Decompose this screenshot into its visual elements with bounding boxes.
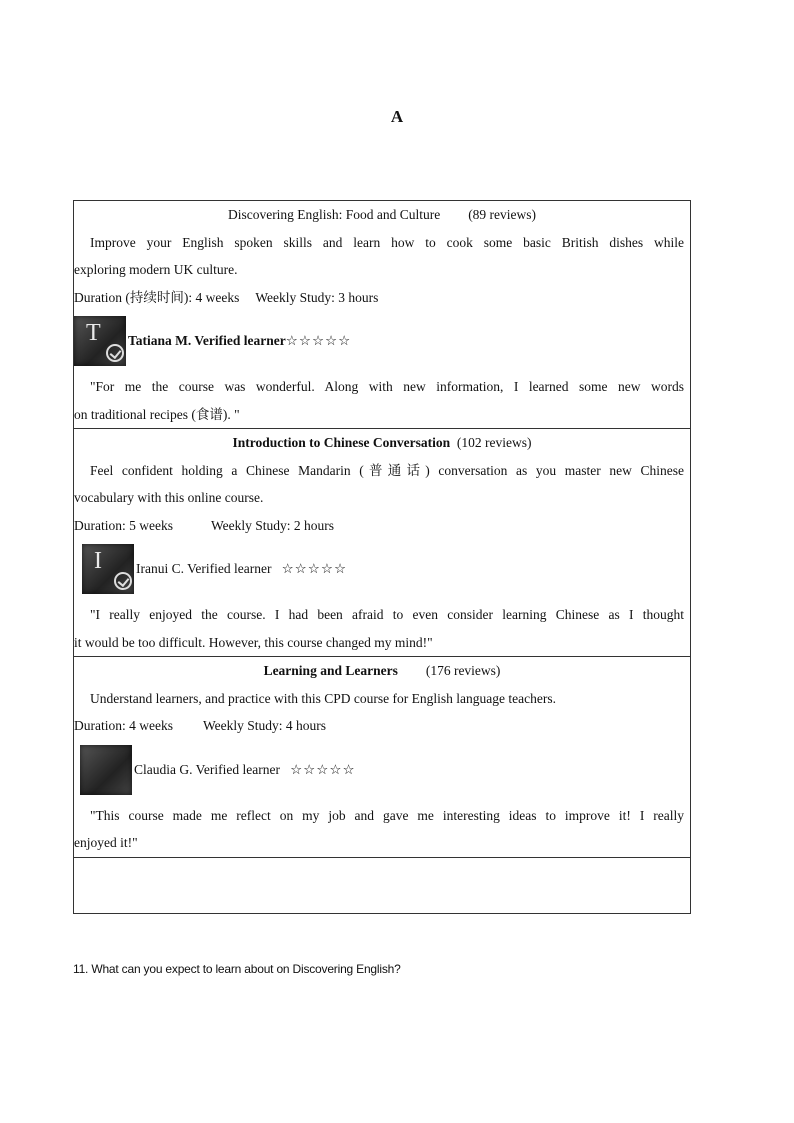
quote-line-cont: it would be too difficult. However, this course changed my mind!" bbox=[74, 634, 433, 650]
star-rating: ☆☆☆☆☆ bbox=[281, 561, 348, 576]
course-duration-line bbox=[74, 512, 690, 540]
avatar-initial: I bbox=[94, 548, 102, 574]
reviewer-row bbox=[74, 311, 690, 371]
quote-line-cont: enjoyed it!" bbox=[74, 835, 138, 850]
quote-line-cont: on traditional recipes (食谱). " bbox=[74, 406, 240, 422]
reviewer-name: Claudia G. Verified learner bbox=[134, 761, 280, 777]
course-description-cont: vocabulary with this online course. bbox=[74, 490, 264, 505]
empty-table-row bbox=[74, 857, 690, 913]
course-duration-line bbox=[74, 712, 690, 740]
reviewer-name: Tatiana M. Verified learner bbox=[128, 333, 286, 348]
review-quote bbox=[74, 371, 690, 428]
course-title-line bbox=[74, 201, 690, 229]
verified-check-icon bbox=[106, 344, 124, 362]
quote-line: "For me the course was wonderful. Along with new information, I learned some new words bbox=[90, 379, 684, 394]
duration: Duration (持续时间): 4 weeks bbox=[74, 289, 240, 305]
course-description: Feel confident holding a Chinese Mandarin (普通话) conversation as you master new Chinese bbox=[90, 462, 684, 478]
course-title: Learning and Learners bbox=[263, 663, 398, 678]
quote-line: "I really enjoyed the course. I had been afraid to even consider learning Chinese as I thought bbox=[90, 607, 684, 622]
avatar bbox=[80, 745, 132, 795]
reviewer-row bbox=[74, 740, 690, 800]
star-rating: ☆☆☆☆☆ bbox=[290, 761, 356, 777]
course-duration-line bbox=[74, 284, 690, 312]
question-text: 11. What can you expect to learn about on Discovering English? bbox=[73, 962, 401, 976]
course-description: Improve your English spoken skills and learn how to cook some basic British dishes while bbox=[90, 234, 684, 250]
avatar bbox=[82, 544, 134, 594]
duration: Duration: 4 weeks bbox=[74, 718, 173, 733]
course-description-cont: exploring modern UK culture. bbox=[74, 262, 238, 277]
course-cell-discovering-english bbox=[74, 201, 690, 428]
duration: Duration: 5 weeks bbox=[74, 517, 173, 533]
reviewer-name: Iranui C. Verified learner bbox=[136, 561, 272, 576]
review-count: (102 reviews) bbox=[456, 435, 532, 450]
weekly-study: Weekly Study: 3 hours bbox=[255, 289, 379, 305]
section-letter: A bbox=[390, 107, 404, 126]
avatar-initial: T bbox=[86, 320, 101, 346]
verified-check-icon bbox=[114, 572, 132, 590]
course-cell-learning-and-learners bbox=[74, 656, 690, 857]
review-quote bbox=[74, 800, 690, 857]
course-title-line bbox=[74, 429, 690, 457]
course-cell-chinese-conversation bbox=[74, 428, 690, 656]
reviewer-row bbox=[74, 539, 690, 599]
avatar bbox=[74, 316, 126, 366]
course-title: Introduction to Chinese Conversation bbox=[232, 435, 451, 450]
quote-line: "This course made me reflect on my job and gave me interesting ideas to improve it! I really bbox=[90, 807, 684, 823]
star-rating: ☆☆☆☆☆ bbox=[285, 333, 352, 348]
review-quote bbox=[74, 599, 690, 656]
weekly-study: Weekly Study: 2 hours bbox=[210, 517, 335, 533]
review-count: (176 reviews) bbox=[425, 663, 501, 678]
review-count: (89 reviews) bbox=[468, 207, 537, 222]
weekly-study: Weekly Study: 4 hours bbox=[202, 718, 327, 733]
course-description: Understand learners, and practice with this CPD course for English language teachers. bbox=[90, 690, 556, 706]
course-title: Discovering English: Food and Culture bbox=[227, 207, 441, 222]
course-title-line bbox=[74, 657, 690, 685]
course-table bbox=[73, 200, 691, 914]
